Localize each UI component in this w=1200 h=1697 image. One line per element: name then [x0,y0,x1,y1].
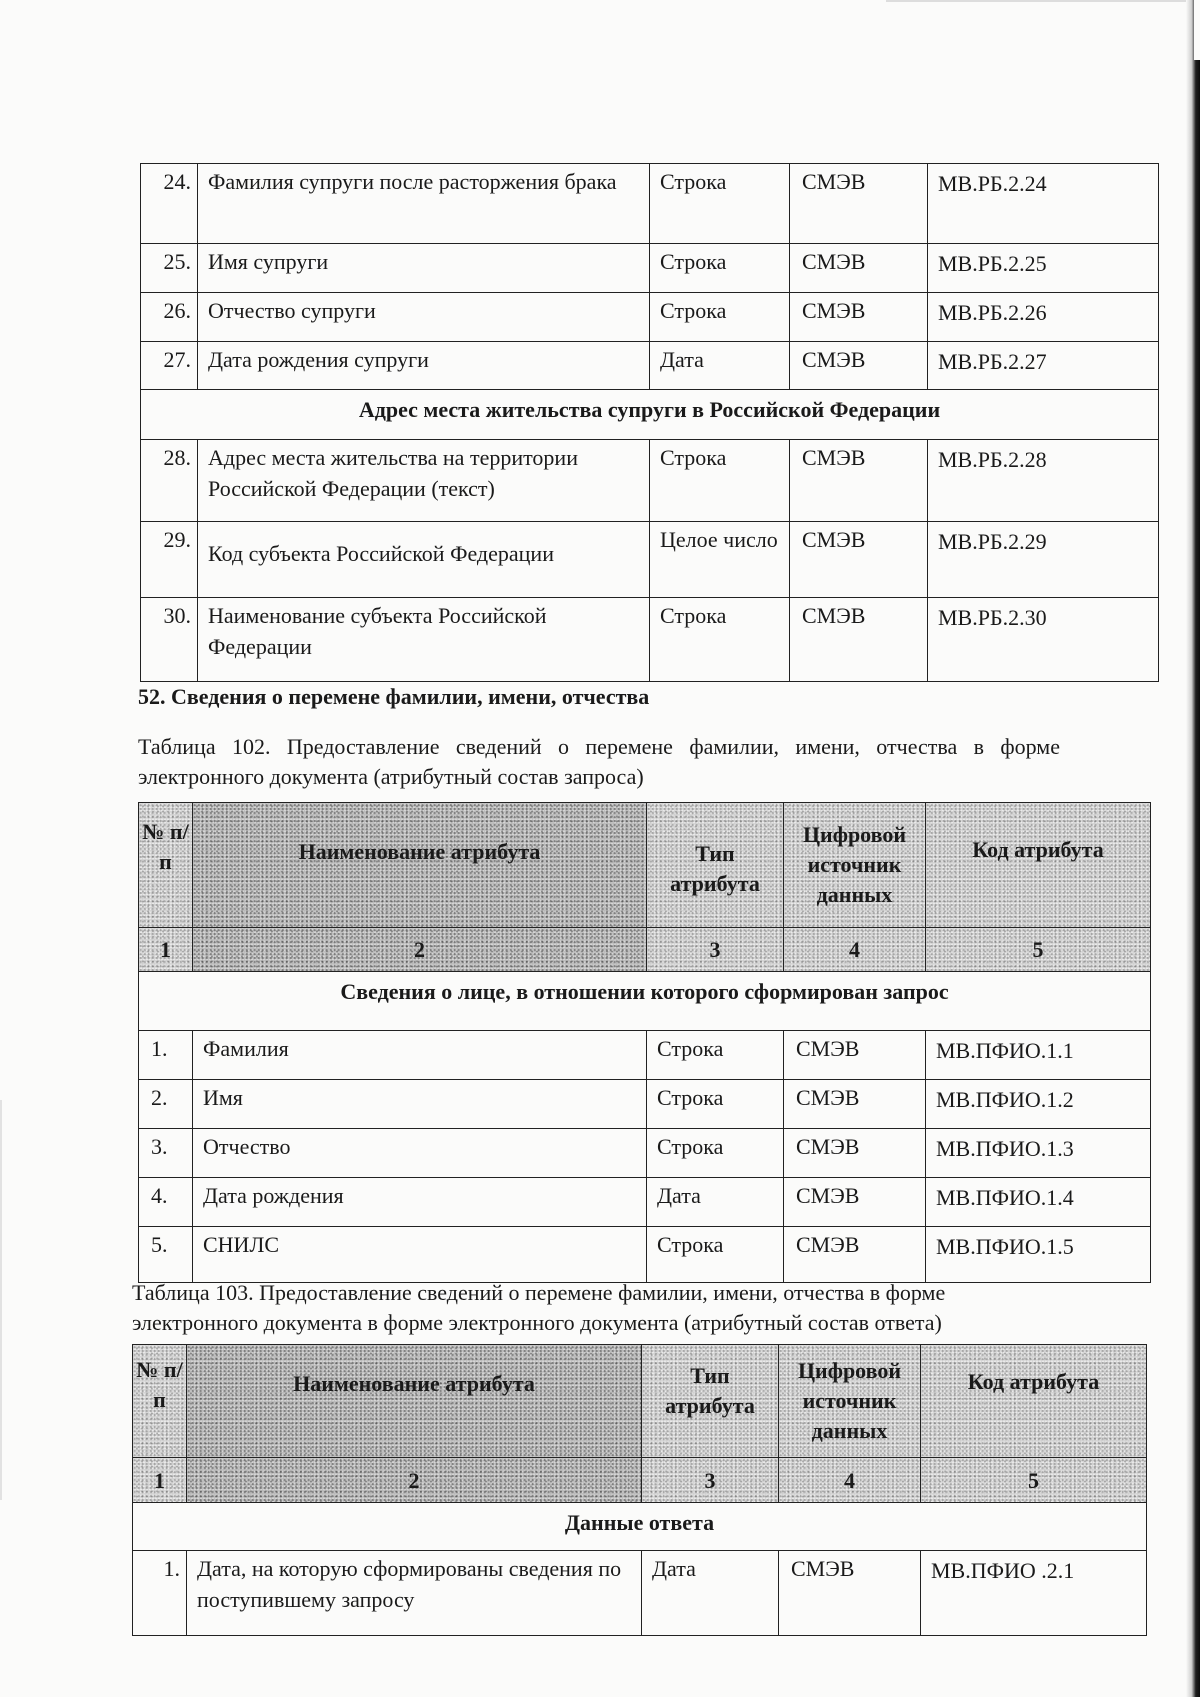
header-num: № п/п [139,803,193,928]
attribute-code: МВ.ПФИО.1.2 [926,1080,1151,1129]
table-row [133,1551,1147,1636]
attribute-type: Строка [647,1129,784,1178]
data-source: СМЭВ [784,1178,926,1227]
row-number: 5. [139,1227,193,1283]
attribute-name: Адрес места жительства на территории Российской Федерации (текст) [198,440,650,522]
row-number: 24. [141,164,198,244]
attribute-code: МВ.ПФИО.1.5 [926,1227,1151,1283]
index-cell: 1 [133,1458,187,1503]
attribute-type: Строка [647,1080,784,1129]
attribute-type: Строка [650,598,790,682]
index-cell: 4 [784,928,926,972]
data-source: СМЭВ [784,1080,926,1129]
attribute-type: Строка [650,164,790,244]
index-cell: 5 [926,928,1151,972]
table-caption-103: Таблица 103. Предоставление сведений о перемене фамилии, имени, отчества в форме электронного документа в форме электронного документа (атрибутный состав ответа) [132,1280,946,1335]
attribute-type: Строка [650,293,790,342]
attribute-type: Дата [647,1178,784,1227]
table-102 [138,802,1151,1283]
index-cell: 3 [647,928,784,972]
table-103 [132,1344,1147,1636]
table-row [141,164,1159,244]
row-number: 25. [141,244,198,293]
attribute-code: МВ.ПФИО.1.1 [926,1031,1151,1080]
table-caption-102: Таблица 102. Предоставление сведений о перемене фамилии, имени, отчества в форме электронного документа (атрибутный состав запроса) [138,734,1060,789]
index-cell: 5 [921,1458,1147,1503]
attribute-code: МВ.РБ.2.28 [928,440,1159,522]
attribute-type: Строка [650,440,790,522]
attribute-type: Строка [650,244,790,293]
row-number: 1. [139,1031,193,1080]
attribute-code: МВ.РБ.2.25 [928,244,1159,293]
row-number: 27. [141,342,198,390]
index-cell: 2 [187,1458,642,1503]
data-source: СМЭВ [779,1551,921,1636]
table-row [139,1227,1151,1283]
header-code: Код атрибута [921,1345,1147,1458]
table-row [139,1178,1151,1227]
row-number: 26. [141,293,198,342]
data-source: СМЭВ [790,164,928,244]
section-heading: 52. Сведения о перемене фамилии, имени, отчества [138,684,650,709]
data-source: СМЭВ [790,598,928,682]
attribute-code: МВ.ПФИО.1.4 [926,1178,1151,1227]
attribute-name: Фамилия [193,1031,647,1080]
row-number: 4. [139,1178,193,1227]
index-cell: 3 [642,1458,779,1503]
table-row [141,244,1159,293]
data-source: СМЭВ [784,1129,926,1178]
header-row [139,803,1151,928]
attribute-name: Отчество [193,1129,647,1178]
row-number: 2. [139,1080,193,1129]
header-name: Наименование атрибута [187,1345,642,1458]
row-number: 3. [139,1129,193,1178]
data-source: СМЭВ [790,522,928,598]
attribute-type: Дата [642,1551,779,1636]
section-row [139,972,1151,1031]
data-source: СМЭВ [790,244,928,293]
table-row [139,1031,1151,1080]
table-row [141,522,1159,598]
data-source: СМЭВ [790,440,928,522]
header-source: Цифровой источник данных [784,803,926,928]
attribute-name: Наименование субъекта Российской Федерации [198,598,650,682]
row-number: 30. [141,598,198,682]
table-row [141,342,1159,390]
attribute-type: Дата [650,342,790,390]
table-row [141,293,1159,342]
data-source: СМЭВ [790,293,928,342]
attribute-type: Строка [647,1031,784,1080]
scan-left-edge [0,1100,2,1500]
scan-right-edge [1186,0,1200,1697]
index-row [133,1458,1147,1503]
section-title: Адрес места жительства супруги в Российской Федерации [141,390,1159,440]
index-row [139,928,1151,972]
section-title: Данные ответа [133,1503,1147,1551]
data-source: СМЭВ [790,342,928,390]
row-number: 29. [141,522,198,598]
attribute-name: Код субъекта Российской Федерации [198,522,650,598]
table-row [141,598,1159,682]
attribute-type: Целое число [650,522,790,598]
index-cell: 4 [779,1458,921,1503]
header-type: Тип атрибута [642,1345,779,1458]
attribute-code: МВ.РБ.2.26 [928,293,1159,342]
table-row [141,440,1159,522]
attribute-name: Дата, на которую сформированы сведения по поступившему запросу [187,1551,642,1636]
attribute-code: МВ.ПФИО .2.1 [921,1551,1147,1636]
attribute-name: Фамилия супруги после расторжения брака [198,164,650,244]
header-source: Цифровой источник данных [779,1345,921,1458]
attribute-name: Имя [193,1080,647,1129]
attribute-name: Дата рождения супруги [198,342,650,390]
data-source: СМЭВ [784,1227,926,1283]
table-row [139,1080,1151,1129]
attribute-code: МВ.РБ.2.29 [928,522,1159,598]
header-name: Наименование атрибута [193,803,647,928]
index-cell: 1 [139,928,193,972]
row-number: 1. [133,1551,187,1636]
header-row [133,1345,1147,1458]
attribute-name: Дата рождения [193,1178,647,1227]
table-continuation [140,163,1159,682]
attribute-name: Имя супруги [198,244,650,293]
row-number: 28. [141,440,198,522]
attribute-code: МВ.ПФИО.1.3 [926,1129,1151,1178]
attribute-code: МВ.РБ.2.24 [928,164,1159,244]
header-type: Тип атрибута [647,803,784,928]
data-source: СМЭВ [784,1031,926,1080]
attribute-type: Строка [647,1227,784,1283]
attribute-code: МВ.РБ.2.30 [928,598,1159,682]
page-top-edge [886,0,1186,2]
index-cell: 2 [193,928,647,972]
section-row [141,390,1159,440]
section-row [133,1503,1147,1551]
header-code: Код атрибута [926,803,1151,928]
header-num: № п/п [133,1345,187,1458]
attribute-name: СНИЛС [193,1227,647,1283]
table-row [139,1129,1151,1178]
attribute-name: Отчество супруги [198,293,650,342]
section-title: Сведения о лице, в отношении которого сформирован запрос [139,972,1151,1031]
attribute-code: МВ.РБ.2.27 [928,342,1159,390]
